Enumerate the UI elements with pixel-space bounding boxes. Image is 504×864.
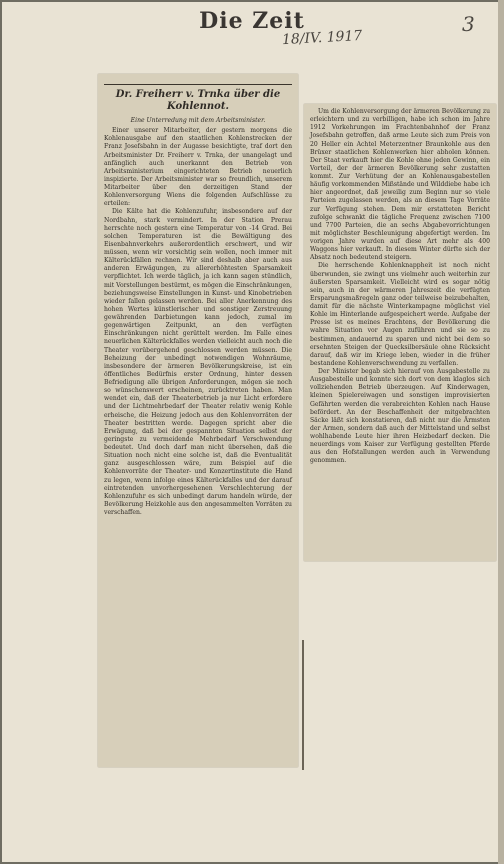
handwritten-number: 3	[462, 12, 475, 36]
paragraph: Einer unserer Mitarbeiter, der gestern morgens die Kohlenausgabe auf den staatlichen Kohlenstrecken der Franz Josefsbahn in der Augasse besichtigte, traf dort den Arbeitsminister Dr. Freiherr v. Trnka, der unangelagt und anfänglich auch unerkannt den Betrieb von Arbeitsministerium eingerichteten Betrieb neuerlich inspizierte. Der Arbeitsminister war so freundlich, unserem Mitarbeiter über den derzeitigen Stand der Kohlenversorgung Wiens die folgenden Aufschlüsse zu erteilen:	[104, 127, 292, 208]
paragraph: Der Minister begab sich hierauf von Ausgabestelle zu Ausgabestelle und konnte sich dort von dem klaglos sich vollziehenden Betrieb überzeugen. Auf Kinderwagen, kleinen Spielereiwagen und sonstigen improvisierten Gefährten werden die verabreichten Kohlen nach Hause befördert. An der Beschaffenheit der mitgebrachten Säcke läßt sich konstatieren, daß nicht nur die Ärmsten der Armen, sondern daß auch der Mittelstand und selbst wohlhabende Leute hier ihren Heizbedarf decken. Die neuerdings vom Kaiser zur Verfügung gestellten Pferde aus den Hofstallungen werden auch in Verwendung genommen.	[310, 368, 490, 465]
clipping-right	[304, 104, 496, 561]
handwritten-date: 18/IV. 1917	[281, 27, 363, 49]
paragraph: Um die Kohlenversorgung der ärmeren Bevölkerung zu erleichtern und zu verbilligen, habe ich schon im Jahre 1912 Vorkehrungen im Frachtenbahnhof der Franz Josefsbahn getroffen, daß arme Leute sich zum Preis von 20 Heller ein Achtel Meterzentner Braunkohle aus den Brüxer staatlichen Kohlenwerken hier abholen können. Der Staat verkauft hier die Kohle ohne jeden Gewinn, ein Vorteil, der der ärmeren Bevölkerung sehr zustatten kommt. Zur Verhütung der an Kohlenausgabestellen häufig vorkommenden Mißstände und Wilddiebe habe ich hier angeordnet, daß jeweilig zum Beginn nur so viele Parteien zugelassen werden, als an diesem Tage Vorräte zur Verfügung stehen. Dem mir erstatteten Bericht zufolge schwankt die tägliche Frequenz zwischen 7100 und 7700 Parteien, die an sechs Abgabevorrichtungen mit möglichster Beschleunigung abgefertigt werden. Im vorigen Jahre wurden auf diese Art mehr als 400 Waggons hier verkauft. In diesem Winter dürfte sich der Absatz noch bedeutend steigern.	[310, 108, 490, 262]
right-column	[304, 104, 496, 466]
article-subheadline: Eine Unterredung mit dem Arbeitsminister.	[130, 117, 266, 124]
board-edge	[498, 0, 504, 864]
paragraph: Die herrschende Kohlenknappheit ist noch nicht überwunden, sie zwingt uns vielmehr auch weiterhin zur äußersten Sparsamkeit. Vielleicht wird es sogar nötig sein, auch in der wärmeren Jahreszeit die verfügten Ersparungsmaßregeln ganz oder teilweise beizubehalten, damit für die nächste Winterkampagne möglichst viel Kohle im Hinterlande aufgespeichert werde. Aufgabe der Presse ist es meines Erachtens, der Bevölkerung die wahre Situation vor Augen zuführen und sie so zu bestimmen, andauernd zu sparen und nicht bei dem so ersehnten Steigen der Quecksilbersäule ohne Rücksicht darauf, daß wir im Kriege leben, wieder in die früher bestandene Kohlenverschwendung zu verfallen.	[310, 262, 490, 367]
left-column	[98, 74, 298, 517]
paragraph: Die Kälte hat die Kohlenzufuhr, insbesondere auf der Nordbahn, stark vermindert. In der Station Prerau herrschte noch gestern eine Temperatur von -14 Grad. Bei solchen Temperaturen ist die Bewältigung des Eisenbahnverkehrs außerordentlich erschwert, und wir müssen, wenn wir vorsichtig sein wollen, noch immer mit Kälterückfällen rechnen. Wir sind deshalb aber auch aus anderen Erwägungen, zu allererhöhtesten Sparsamkeit verpflichtet. Ich werde täglich, ja ich kann sagen stündlich, mit Vorstellungen bestürmt, es mögen die Einschränkungen, beziehungsweise Einstellungen in Kunst- und Kinobetrieben wieder fallen gelassen werden. Bei aller Anerkennung des hohen Wertes künstlerischer und sonstiger Zerstreuung gewährenden Darbietungen kann jedoch, zumal im gegenwärtigen Zeitpunkt, an den verfügten Einschränkungen nicht gerüttelt werden. Im Falle eines neuerlichen Kälterückfalles werden vielleicht auch noch die Theater vorübergehend geschlossen werden müssen. Die Beheizung der unbedingt notwendigen Wohnräume, insbesondere der ärmeren Bevölkerungskreise, ist ein öffentliches Bedürfnis erster Ordnung, hinter dessen Befriedigung alle übrigen Anforderungen, mögen sie noch so wünschenswert erscheinen, zurücktreten haben. Man wendet ein, daß der Theaterbetrieb ja nur Licht erfordere und der Lichtmehrbedarf der Theater relativ wenig Kohle erheische, die Heizung jedoch aus den Kohlenvorräten der Theater bestritten werde. Dagegen spricht aber die Erwägung, daß bei der gespannten Situation selbst der geringste zu vermeidende Mehrbedarf Verschwendung bedeutet. Und doch darf man nicht übersehen, daß die Situation noch nicht eine solche ist, daß die Eventualität ganz ausgeschlossen wäre, zum Beispiel auf die Kohlenvorräte der Theater- und Konzertinstitute die Hand zu legen, wenn infolge eines Kälterückfalles und der darauf eintretenden unvorhergesehenen Verschlechterung der Kohlenzufuhr es sich unbedingt darum handeln würde, der Bevölkerung Heizkohle aus den angesammelten Vorräten zu verschaffen.	[104, 208, 292, 516]
article-headline: Dr. Freiherr v. Trnka über die Kohlennot.	[104, 84, 292, 113]
masthead: Die Zeit	[199, 8, 305, 34]
clipping-left	[98, 74, 298, 767]
mount-stripe	[302, 640, 304, 770]
